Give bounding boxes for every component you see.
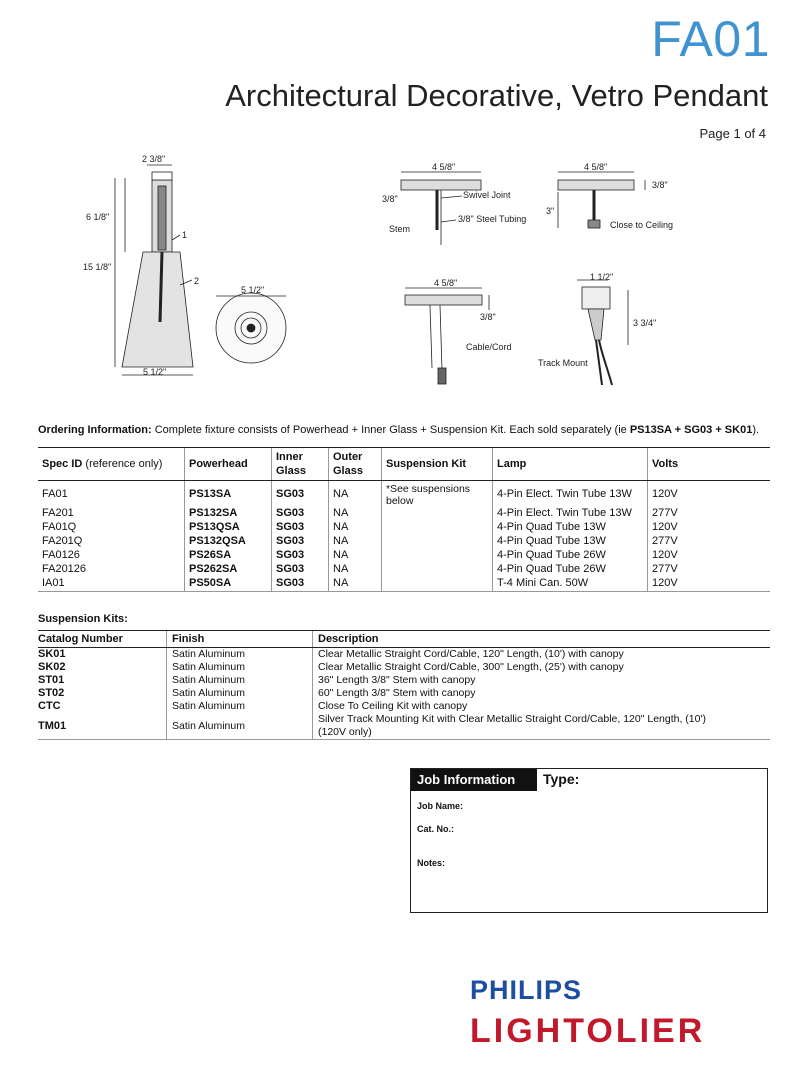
lightolier-logo: LIGHTOLIER [470, 1012, 706, 1050]
cable-cord-label: Cable/Cord [466, 342, 512, 352]
dim-6-1-8: 6 1/8" [86, 212, 110, 222]
suspension-cell [382, 577, 493, 592]
spec-cell: FA01 [42, 487, 68, 500]
dim-2-3-8: 2 3/8" [142, 154, 166, 164]
catalog-cell: ST02 [38, 687, 65, 699]
ordering-text: Complete fixture consists of Powerhead + Inner Glass + Suspension Kit. Each sold separately (ie [151, 424, 630, 436]
description-cell: 36" Length 3/8" Stem with canopy [313, 674, 771, 687]
col-suspension: Suspension Kit [382, 448, 493, 481]
pendant-inner [158, 186, 166, 250]
lamp-cell: 4-Pin Quad Tube 26W [493, 563, 648, 577]
spec-cell: FA01Q [42, 521, 77, 533]
suspension-cell [382, 563, 493, 577]
col-spec-id-label: Spec ID [42, 458, 83, 470]
table-row [38, 521, 770, 535]
suspension-cell [382, 535, 493, 549]
table-row [38, 507, 770, 521]
ordering-info [38, 424, 778, 436]
suspension-kits-title: Suspension Kits: [38, 613, 128, 625]
table-row [38, 661, 770, 674]
table-row [38, 563, 770, 577]
col-volts: Volts [648, 448, 771, 481]
table-row [38, 713, 770, 740]
cable-width: 4 5/8" [434, 278, 458, 288]
suspension-kits-table [38, 630, 770, 740]
job-type-label[interactable]: Type: [543, 771, 580, 787]
track-width: 1 1/2" [590, 272, 614, 282]
inner-cell: SG03 [272, 521, 329, 535]
job-name-field[interactable]: Job Name: [417, 801, 464, 811]
ctc-3: 3" [546, 206, 555, 216]
powerhead-cell: PS262SA [185, 563, 272, 577]
powerhead-cell: PS26SA [185, 549, 272, 563]
table-row [38, 481, 770, 508]
volts-cell: 277V [648, 535, 771, 549]
stem-width: 4 5/8" [432, 162, 456, 172]
col-powerhead: Powerhead [185, 448, 272, 481]
table-row [38, 648, 770, 662]
kits-header-row [38, 631, 770, 648]
col-spec-id [38, 448, 185, 481]
col-catalog: Catalog Number [38, 631, 167, 648]
track-height: 3 3/4" [633, 318, 657, 328]
cat-no-field[interactable]: Cat. No.: [417, 824, 454, 834]
ordering-example: PS13SA + SG03 + SK01 [629, 424, 753, 436]
outer-cell: NA [329, 507, 382, 521]
col-description: Description [313, 631, 771, 648]
volts-cell: 120V [648, 521, 771, 535]
suspension-cell [382, 507, 493, 521]
outer-cell: NA [329, 563, 382, 577]
volts-cell: 120V [648, 577, 771, 592]
suspension-cell [382, 521, 493, 535]
steel-tubing-label: 3/8" Steel Tubing [458, 214, 527, 224]
spec-header-row [38, 448, 770, 481]
track-mount-label: Track Mount [538, 358, 588, 368]
description-cell: Clear Metallic Straight Cord/Cable, 120" Length, (10') with canopy [313, 648, 771, 662]
lamp-cell: 4-Pin Quad Tube 13W [493, 521, 648, 535]
powerhead-cell: PS132SA [185, 507, 272, 521]
cable-3-8: 3/8" [480, 312, 496, 322]
ctc-width: 4 5/8" [584, 162, 608, 172]
finish-cell: Satin Aluminum [167, 674, 313, 687]
catalog-cell: TM01 [38, 719, 67, 732]
stem-3-8: 3/8" [382, 194, 398, 204]
powerhead-cell: PS13SA [185, 481, 272, 508]
volts-cell: 277V [648, 563, 771, 577]
volts-cell: 120V [648, 549, 771, 563]
callout-1: 1 [182, 230, 188, 240]
table-row [38, 674, 770, 687]
catalog-cell: SK01 [38, 648, 66, 660]
suspension-note: *See suspensions below [382, 481, 493, 508]
callout-2: 2 [194, 276, 200, 286]
inner-cell: SG03 [272, 549, 329, 563]
powerhead-cell: PS13QSA [185, 521, 272, 535]
powerhead-cell: PS132QSA [185, 535, 272, 549]
lamp-cell: 4-Pin Elect. Twin Tube 13W [493, 507, 648, 521]
stem-label: Stem [389, 224, 411, 234]
lamp-cell: T-4 Mini Can. 50W [493, 577, 648, 592]
table-row [38, 577, 770, 592]
close-to-ceiling-label: Close to Ceiling [610, 220, 674, 230]
inner-cell: SG03 [272, 481, 329, 508]
philips-logo: PHILIPS [470, 975, 583, 1005]
dim-5-1-2-top: 5 1/2" [241, 285, 265, 295]
inner-cell: SG03 [272, 563, 329, 577]
page-title: Architectural Decorative, Vetro Pendant [225, 78, 768, 113]
lamp-cell: 4-Pin Quad Tube 13W [493, 535, 648, 549]
ctc-3-8: 3/8" [652, 180, 668, 190]
catalog-cell: CTC [38, 700, 61, 712]
dim-15-1-8: 15 1/8" [83, 262, 112, 272]
description-cell: Close To Ceiling Kit with canopy [313, 700, 771, 713]
ordering-label: Ordering Information: [38, 424, 152, 436]
spec-cell: FA20126 [42, 563, 87, 575]
table-row [38, 687, 770, 700]
volts-cell: 120V [648, 481, 771, 508]
job-information-heading: Job Information [411, 769, 537, 791]
table-row [38, 700, 770, 713]
col-inner-glass: Inner Glass [272, 448, 329, 481]
catalog-cell: ST01 [38, 674, 65, 686]
pendant-glass-shade [122, 252, 193, 367]
lamp-cell: 4-Pin Elect. Twin Tube 13W [493, 481, 648, 508]
table-row [38, 535, 770, 549]
outer-cell: NA [329, 577, 382, 592]
table-row [38, 549, 770, 563]
finish-cell: Satin Aluminum [167, 648, 313, 662]
col-finish: Finish [167, 631, 313, 648]
description-cell: 60" Length 3/8" Stem with canopy [313, 687, 771, 700]
finish-cell: Satin Aluminum [167, 700, 313, 713]
finish-cell: Satin Aluminum [167, 687, 313, 700]
catalog-cell: SK02 [38, 661, 66, 673]
notes-field[interactable]: Notes: [417, 858, 446, 868]
swivel-joint-label: Swivel Joint [463, 190, 511, 200]
inner-cell: SG03 [272, 535, 329, 549]
inner-cell: SG03 [272, 577, 329, 592]
dim-5-1-2-bottom: 5 1/2" [143, 367, 167, 377]
inner-cell: SG03 [272, 507, 329, 521]
ordering-end: ). [752, 424, 760, 436]
finish-cell: Satin Aluminum [167, 661, 313, 674]
powerhead-cell: PS50SA [185, 577, 272, 592]
spec-cell: IA01 [38, 577, 185, 592]
outer-cell: NA [329, 481, 382, 508]
volts-cell: 277V [648, 507, 771, 521]
spec-cell: FA201Q [42, 535, 83, 547]
description-cell: Silver Track Mounting Kit with Clear Metallic Straight Cord/Cable, 120" Length, (10') (120V only) [313, 713, 771, 740]
description-cell: Clear Metallic Straight Cord/Cable, 300" Length, (25') with canopy [313, 661, 771, 674]
outer-cell: NA [329, 521, 382, 535]
suspension-cell [382, 549, 493, 563]
job-information-box [410, 768, 768, 913]
col-outer-glass: Outer Glass [329, 448, 382, 481]
technical-diagram [0, 150, 808, 420]
outer-cell: NA [329, 535, 382, 549]
col-spec-id-note: (reference only) [82, 458, 163, 470]
page-number: Page 1 of 4 [699, 126, 766, 141]
lamp-cell: 4-Pin Quad Tube 26W [493, 549, 648, 563]
product-code: FA01 [651, 11, 770, 67]
spec-cell: FA0126 [42, 549, 80, 561]
spec-cell: FA201 [42, 507, 74, 519]
outer-cell: NA [329, 549, 382, 563]
col-lamp: Lamp [493, 448, 648, 481]
spec-table [38, 447, 770, 592]
finish-cell: Satin Aluminum [167, 713, 313, 740]
